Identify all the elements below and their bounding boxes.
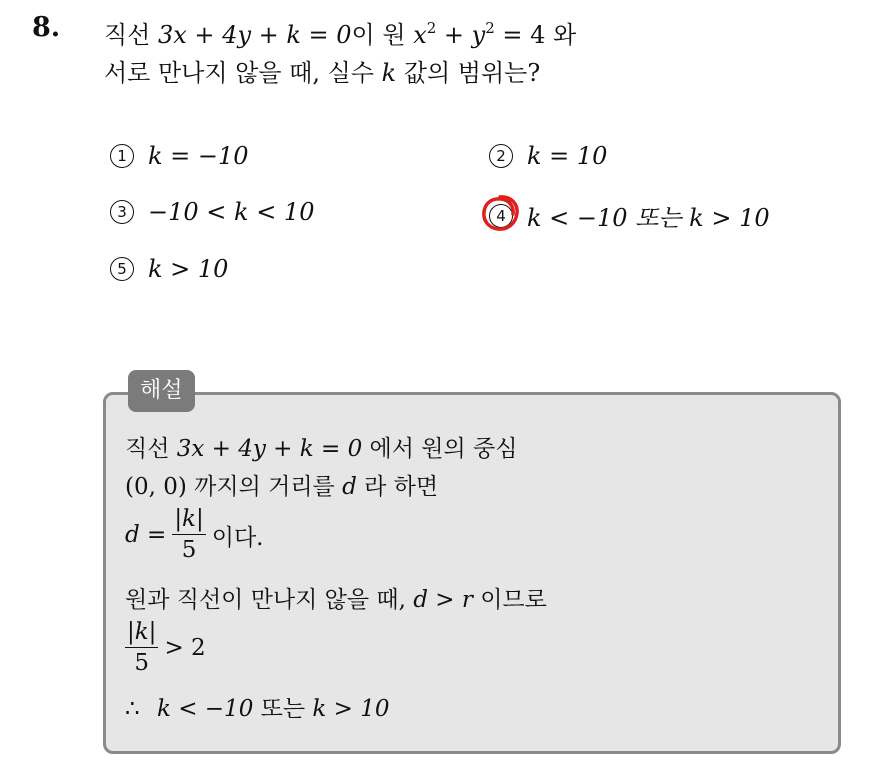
answer-circle-mark-icon [479, 193, 521, 233]
question-text: 직선 [104, 21, 158, 49]
question-text: 서로 만나지 않을 때, 실수 [104, 59, 382, 87]
question-text: 이 원 [351, 21, 414, 49]
choice-5[interactable] [110, 255, 228, 283]
line-equation: 3x + 4y + k = 0 [176, 436, 363, 462]
choice-text: k > 10 [148, 255, 229, 283]
choice-text: −10 < k < 10 [148, 198, 315, 226]
choice-number: 1 [110, 144, 134, 168]
fraction-denominator: 5 [134, 650, 150, 676]
choice-text: k = −10 [148, 142, 249, 170]
inequality: d > r [413, 587, 473, 613]
solution-text: 이므로 [472, 587, 547, 613]
solution-text: 에서 원의 중심 [362, 436, 518, 462]
solution-line-3 [125, 508, 264, 562]
solution-line-6 [125, 690, 390, 723]
solution-text: 까지의 거리를 [186, 474, 343, 500]
answer-part-a: k < −10 [156, 696, 254, 722]
solution-line-5 [125, 621, 206, 675]
fraction [125, 621, 158, 675]
question-line-2 [104, 53, 540, 88]
fraction-numerator: |k| [172, 508, 205, 535]
choice-text: k = 10 [527, 142, 608, 170]
choice-number: 4 [489, 204, 513, 228]
line-equation: 3x + 4y + k = 0 [158, 21, 352, 49]
distance-lhs: d = [125, 522, 167, 548]
fraction [172, 508, 205, 562]
center-point: (0, 0) [125, 474, 187, 500]
exponent: 2 [426, 19, 437, 37]
choice-1[interactable] [110, 142, 249, 170]
choice-2[interactable] [489, 142, 607, 170]
circle-y: + y [443, 21, 486, 49]
solution-text: 라 하면 [356, 474, 439, 500]
answer-part-b: k > 10 [312, 696, 390, 722]
choice-3[interactable] [110, 198, 314, 226]
solution-text: 또는 [253, 696, 313, 722]
choice-4[interactable] [489, 198, 770, 233]
question-text: 값의 범위는? [396, 59, 541, 87]
solution-line-4 [125, 581, 547, 614]
fraction-denominator: 5 [181, 537, 197, 563]
exponent: 2 [485, 19, 495, 37]
choice-number: 3 [110, 200, 134, 224]
inequality-rhs: > 2 [164, 635, 206, 661]
solution-line-2 [125, 468, 438, 501]
solution-line-1 [125, 430, 517, 463]
variable-k: k [381, 59, 397, 87]
circle-rest: = 4 [502, 21, 546, 49]
question-text: 와 [545, 21, 577, 49]
choice-number: 5 [110, 257, 134, 281]
question-line-1 [104, 15, 576, 50]
solution-text: 직선 [125, 436, 177, 462]
solution-text: 이다. [211, 524, 264, 551]
therefore-symbol: ∴ [125, 696, 140, 722]
circle-x: x [413, 21, 427, 49]
choice-text: k < −10 또는 k > 10 [527, 204, 770, 232]
fraction-numerator: |k| [125, 621, 158, 648]
question-number: 8. [32, 12, 61, 43]
variable-d: d [342, 474, 357, 500]
choice-number: 2 [489, 144, 513, 168]
solution-text: 원과 직선이 만나지 않을 때, [125, 587, 414, 613]
solution-tag: 해설 [128, 370, 195, 412]
